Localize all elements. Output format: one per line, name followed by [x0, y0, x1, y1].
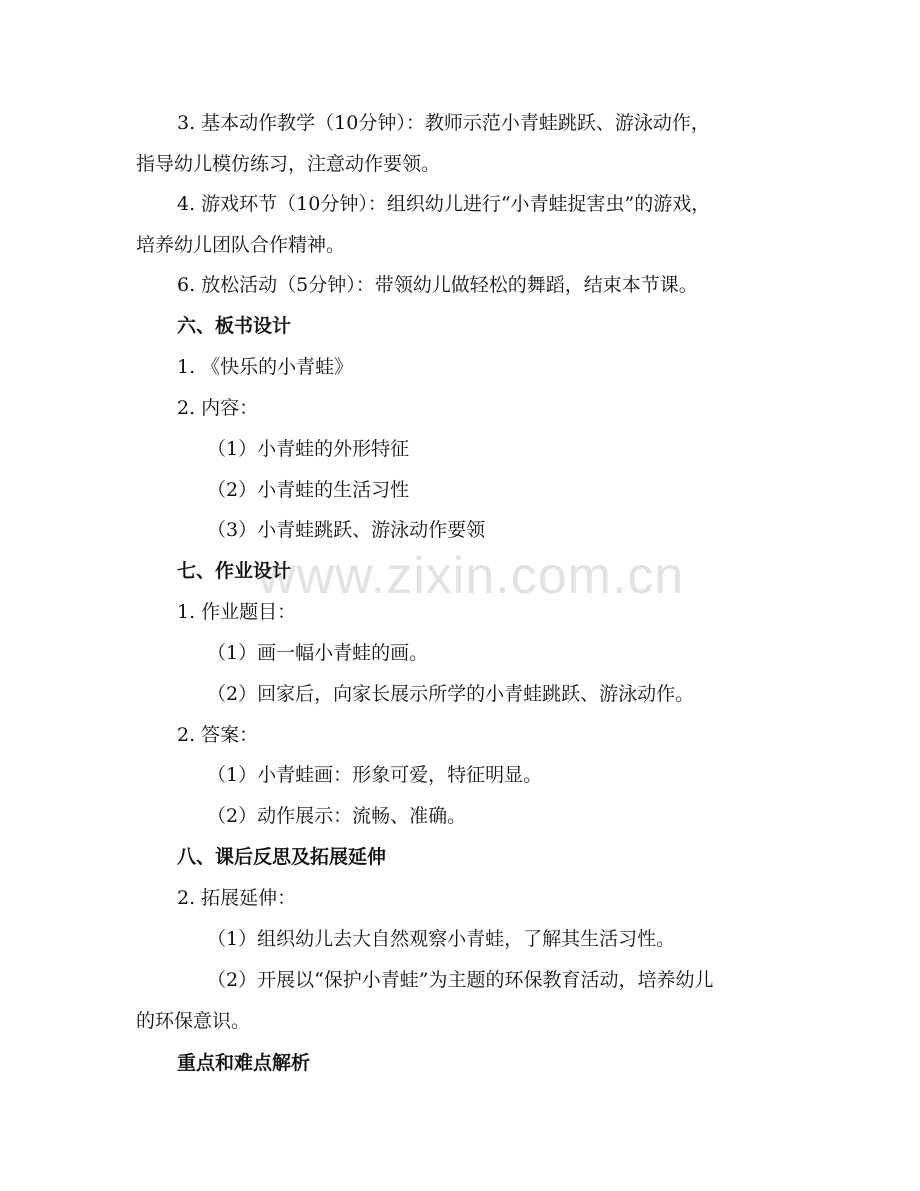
sub-list-item: （2）回家后，向家长展示所学的小青蛙跳跃、游泳动作。 [207, 683, 695, 705]
section-heading-homework-design: 七、作业设计 [177, 560, 292, 582]
paragraph-line: 指导幼儿模仿练习，注意动作要领。 [136, 153, 441, 175]
section-heading-board-design: 六、板书设计 [177, 315, 292, 337]
section-heading-key-points: 重点和难点解析 [177, 1052, 311, 1074]
sub-list-item: （1）小青蛙画：形象可爱，特征明显。 [207, 764, 543, 786]
sub-list-item: （2）动作展示：流畅、准确。 [207, 805, 467, 827]
sub-list-item: （1）画一幅小青蛙的画。 [207, 642, 429, 664]
paragraph-line: 的环保意识。 [136, 1010, 251, 1032]
sub-list-item: （2）小青蛙的生活习性 [207, 479, 410, 501]
paragraph-line: 培养幼儿团队合作精神。 [136, 234, 346, 256]
list-item: 2. 拓展延伸： [177, 887, 297, 909]
paragraph-line: 3. 基本动作教学（10分钟）：教师示范小青蛙跳跃、游泳动作， [177, 112, 710, 134]
list-item: 2. 答案： [177, 724, 259, 746]
sub-list-item: （3）小青蛙跳跃、游泳动作要领 [207, 519, 486, 541]
sub-list-item: （1）组织幼儿去大自然观察小青蛙，了解其生活习性。 [207, 928, 676, 950]
sub-list-item: （2）开展以“保护小青蛙”为主题的环保教育活动，培养幼儿 [207, 969, 714, 991]
paragraph-line: 6. 放松活动（5分钟）：带领幼儿做轻松的舞蹈，结束本节课。 [177, 274, 698, 296]
paragraph-line: 4. 游戏环节（10分钟）：组织幼儿进行“小青蛙捉害虫”的游戏， [177, 193, 711, 215]
list-item: 1. 《快乐的小青蛙》 [177, 356, 354, 378]
section-heading-reflection: 八、课后反思及拓展延伸 [177, 846, 387, 868]
sub-list-item: （1）小青蛙的外形特征 [207, 438, 410, 460]
list-item: 1. 作业题目： [177, 601, 297, 623]
list-item: 2. 内容： [177, 397, 259, 419]
watermark: www.zixin.com.cn [258, 547, 685, 605]
